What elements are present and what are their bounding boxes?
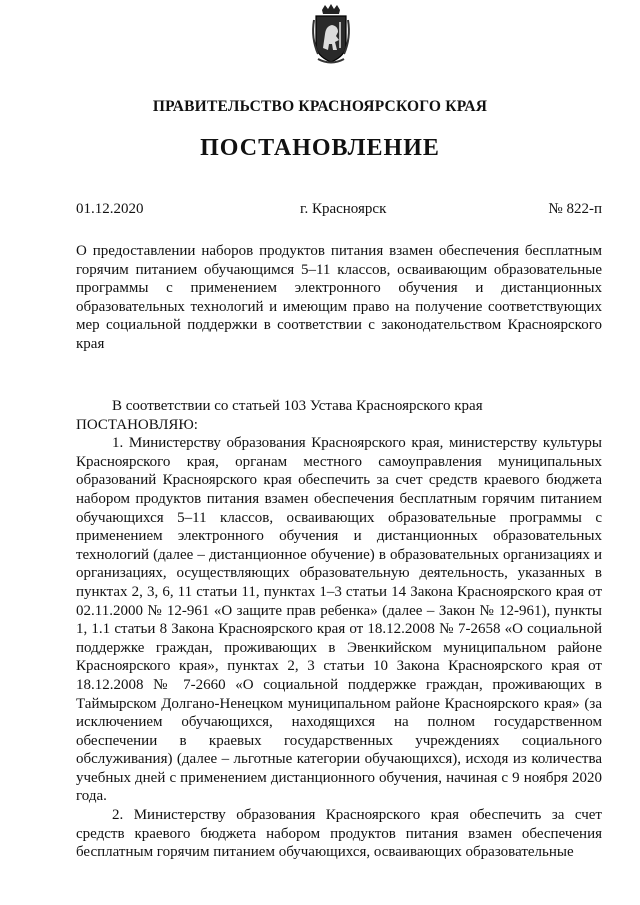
document-type: ПОСТАНОВЛЕНИЕ bbox=[200, 135, 440, 161]
document-title: О предоставлении наборов продуктов питания взамен обеспечения бесплатным горячим питанием обучающимся 5–11 классов, осваивающим образовательные программы с применением электронного обучения и дистанционных образовательных технологий и имеющим право на получение соответствующих мер социальной поддержки в соответствии с законодательством Красноярского края bbox=[76, 243, 602, 352]
item-2-paragraph: 2. Министерству образования Красноярского края обеспечить за счет средств краевого бюджета набором продуктов питания взамен обеспечения бесплатным горячим питанием обучающихся, осваивающих образовательные bbox=[76, 807, 602, 861]
preamble-paragraph: В соответствии со статьей 103 Устава Красноярского края bbox=[112, 398, 483, 414]
krasnoyarsk-coat-of-arms-icon bbox=[308, 4, 354, 66]
document-date: 01.12.2020 bbox=[76, 201, 144, 217]
document-number: № 822-п bbox=[548, 201, 602, 217]
resolve-heading: ПОСТАНОВЛЯЮ: bbox=[76, 416, 198, 433]
item-1-paragraph: 1. Министерству образования Красноярского края, министерству культуры Красноярского края, органам местного самоуправления муниципальных образований Красноярского края обеспечить за счет средств краевого бюджета набором продуктов питания взамен обеспечения бесплатным горячим питанием обучающихся 5–11 классов, осваивающих образовательные программы с применением электронного обучения и дистанционных образовательных технологий (далее – дистанционное обучение) в образовательных организациях и организациях, осуществляющих образовательную деятельность, указанных в пунктах 2, 3, 6, 11 статьи 11, пунктах 1–3 статьи 14 Закона Красноярского края от 02.11.2000 № 12-961 «О защите прав ребенка» (далее – Закон № 12-961), пункты 1, 1.1 статьи 8 Закона Красноярского края от 18.12.2008 № 7-2658 «О социальной поддержке граждан, проживающих в Эвенкийском муниципальном районе Красноярского края», пунктах 2, 3 статьи 10 Закона Красноярского края от 18.12.2008 № 7-2660 «О социальной поддержке граждан, проживающих в Таймырском Долгано-Ненецком муниципальном районе Красноярского края» (за исключением обучающихся, находящихся на полном государственном обеспечении в краевых государственных учреждениях социального обслуживания) (далее – льготные категории обучающихся), исходя из количества учебных дней с применением дистанционного обучения, начиная с 9 ноября 2020 года. bbox=[76, 435, 602, 805]
document-body bbox=[76, 397, 602, 862]
document-city: г. Красноярск bbox=[300, 201, 387, 217]
organization-name: ПРАВИТЕЛЬСТВО КРАСНОЯРСКОГО КРАЯ bbox=[152, 98, 488, 115]
